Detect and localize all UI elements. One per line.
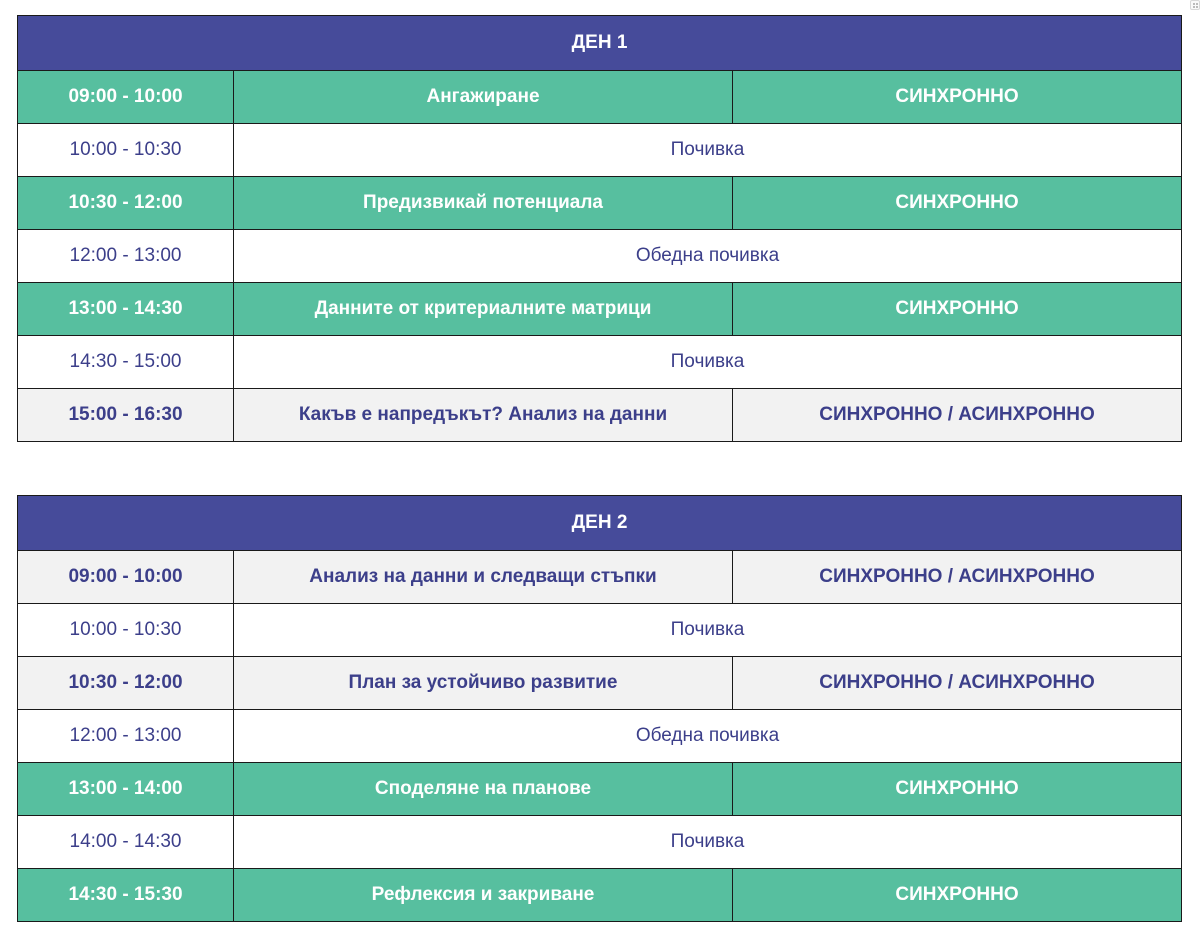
activity-cell: Рефлексия и закриване [234, 869, 733, 922]
schedule-row [18, 389, 1182, 442]
time-cell: 09:00 - 10:00 [18, 71, 234, 124]
time-cell: 10:00 - 10:30 [18, 604, 234, 657]
schedule-row [18, 283, 1182, 336]
time-cell: 14:30 - 15:30 [18, 869, 234, 922]
time-cell: 15:00 - 16:30 [18, 389, 234, 442]
time-cell: 12:00 - 13:00 [18, 710, 234, 763]
activity-cell: Анализ на данни и следващи стъпки [234, 551, 733, 604]
time-cell: 10:30 - 12:00 [18, 177, 234, 230]
mode-cell: СИНХРОННО [733, 71, 1182, 124]
day-header-row [18, 16, 1182, 71]
resize-handle-icon[interactable] [1190, 0, 1200, 10]
time-cell: 12:00 - 13:00 [18, 230, 234, 283]
time-cell: 14:30 - 15:00 [18, 336, 234, 389]
mode-cell: СИНХРОННО [733, 763, 1182, 816]
break-row [18, 336, 1182, 389]
mode-cell: СИНХРОННО [733, 869, 1182, 922]
break-cell: Почивка [234, 336, 1182, 389]
activity-cell: План за устойчиво развитие [234, 657, 733, 710]
activity-cell: Данните от критериалните матрици [234, 283, 733, 336]
break-row [18, 604, 1182, 657]
mode-cell: СИНХРОННО / АСИНХРОННО [733, 657, 1182, 710]
schedule-row [18, 657, 1182, 710]
break-cell: Обедна почивка [234, 230, 1182, 283]
schedule-row [18, 551, 1182, 604]
break-row [18, 124, 1182, 177]
activity-cell: Какъв е напредъкът? Анализ на данни [234, 389, 733, 442]
time-cell: 13:00 - 14:30 [18, 283, 234, 336]
mode-cell: СИНХРОННО / АСИНХРОННО [733, 551, 1182, 604]
break-row [18, 230, 1182, 283]
schedule-table-day-1 [17, 15, 1182, 442]
break-cell: Почивка [234, 604, 1182, 657]
mode-cell: СИНХРОННО [733, 283, 1182, 336]
schedule-row [18, 71, 1182, 124]
time-cell: 13:00 - 14:00 [18, 763, 234, 816]
time-cell: 09:00 - 10:00 [18, 551, 234, 604]
schedule-table-day-2 [17, 495, 1182, 922]
mode-cell: СИНХРОННО / АСИНХРОННО [733, 389, 1182, 442]
schedule-row [18, 177, 1182, 230]
activity-cell: Споделяне на планове [234, 763, 733, 816]
day-header-row [18, 496, 1182, 551]
activity-cell: Предизвикай потенциала [234, 177, 733, 230]
break-row [18, 816, 1182, 869]
break-cell: Обедна почивка [234, 710, 1182, 763]
day-title: ДЕН 2 [18, 496, 1182, 551]
schedule-row [18, 869, 1182, 922]
day-title: ДЕН 1 [18, 16, 1182, 71]
time-cell: 14:00 - 14:30 [18, 816, 234, 869]
break-row [18, 710, 1182, 763]
mode-cell: СИНХРОННО [733, 177, 1182, 230]
time-cell: 10:30 - 12:00 [18, 657, 234, 710]
time-cell: 10:00 - 10:30 [18, 124, 234, 177]
break-cell: Почивка [234, 816, 1182, 869]
break-cell: Почивка [234, 124, 1182, 177]
schedule-row [18, 763, 1182, 816]
activity-cell: Ангажиране [234, 71, 733, 124]
